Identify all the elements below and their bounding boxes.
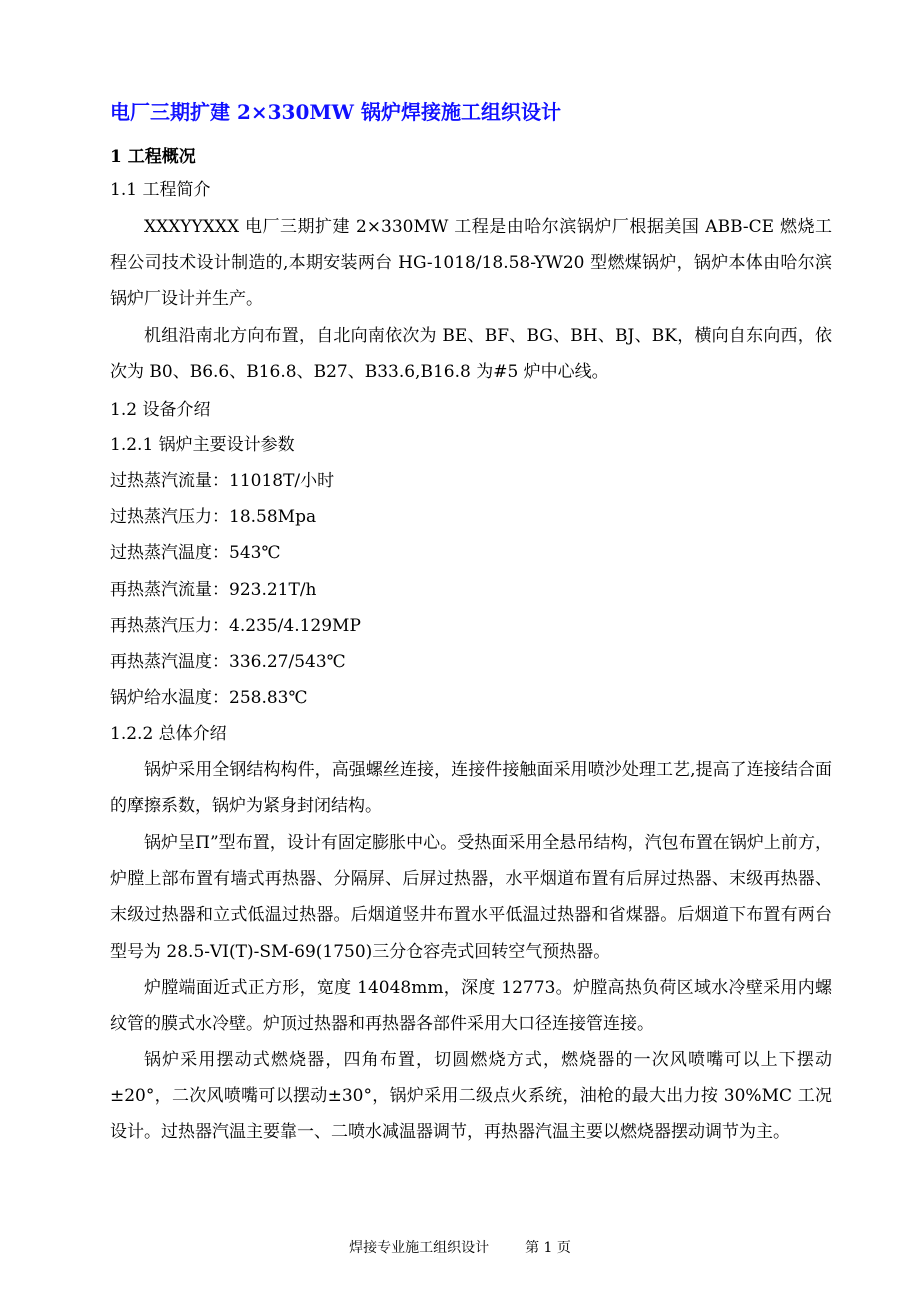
section-heading-1: 1 工程概况: [110, 147, 196, 167]
paragraph-intro-1: XXXYYXXX 电厂三期扩建 2×330MW 工程是由哈尔滨锅炉厂根据美国 ABB-CE 燃烧工程公司技术设计制造的,本期安装两台 HG-1018/18.58-YW20 型燃煤锅炉，锅炉本体由哈尔滨锅炉厂设计并生产。: [110, 217, 832, 310]
param-line: 再热蒸汽压力：4.235/4.129MP: [110, 616, 361, 636]
paragraph-overview-3: 炉膛端面近式正方形，宽度 14048mm，深度 12773。炉膛高热负荷区域水冷壁采用内螺纹管的膜式水冷壁。炉顶过热器和再热器各部件采用大口径连接管连接。: [110, 978, 832, 1035]
param-line: 再热蒸汽流量：923.21T/h: [110, 580, 317, 600]
paragraph-intro-2: 机组沿南北方向布置，自北向南依次为 BE、BF、BG、BH、BJ、BK，横向自东向西，依次为 B0、B6.6、B16.8、B27、B33.6,B16.8 为#5 炉中心线。: [110, 326, 832, 383]
section-heading-1-2-2: 1.2.2 总体介绍: [110, 724, 227, 744]
section-heading-1-2-1: 1.2.1 锅炉主要设计参数: [110, 435, 295, 455]
param-line: 过热蒸汽温度：543℃: [110, 543, 281, 563]
param-line: 过热蒸汽流量：11018T/小时: [110, 471, 335, 491]
section-heading-1-1: 1.1 工程简介: [110, 180, 211, 200]
paragraph-overview-1: 锅炉采用全钢结构构件，高强螺丝连接，连接件接触面采用喷沙处理工艺,提高了连接结合面的摩擦系数，锅炉为紧身封闭结构。: [110, 760, 832, 817]
paragraph-overview-2: 锅炉呈Π”型布置，设计有固定膨胀中心。受热面采用全悬吊结构，汽包布置在锅炉上前方，炉膛上部布置有墙式再热器、分隔屏、后屏过热器，水平烟道布置有后屏过热器、末级再热器、末级过热器和立式低温过热器。后烟道竖井布置水平低温过热器和省煤器。后烟道下布置有两台型号为 28.5-VI(T)-SM-69(1750)三分仓容壳式回转空气预热器。: [110, 833, 832, 962]
section-heading-1-2: 1.2 设备介绍: [110, 400, 211, 420]
page-footer: [0, 1238, 920, 1258]
param-line: 过热蒸汽压力：18.58Mpa: [110, 507, 317, 527]
page-number: 第 1 页: [525, 1240, 571, 1256]
param-line: 再热蒸汽温度：336.27/543℃: [110, 652, 346, 672]
document-title: 电厂三期扩建 2×330MW 锅炉焊接施工组织设计: [110, 100, 561, 124]
param-line: 锅炉给水温度：258.83℃: [110, 688, 308, 708]
footer-label: 焊接专业施工组织设计: [349, 1240, 490, 1256]
paragraph-overview-4: 锅炉采用摆动式燃烧器，四角布置，切圆燃烧方式，燃烧器的一次风喷嘴可以上下摆动±20°，二次风喷嘴可以摆动±30°，锅炉采用二级点火系统，油枪的最大出力按 30%MC 工况设计。过热器汽温主要靠一、二喷水减温器调节，再热器汽温主要以燃烧器摆动调节为主。: [110, 1050, 832, 1143]
